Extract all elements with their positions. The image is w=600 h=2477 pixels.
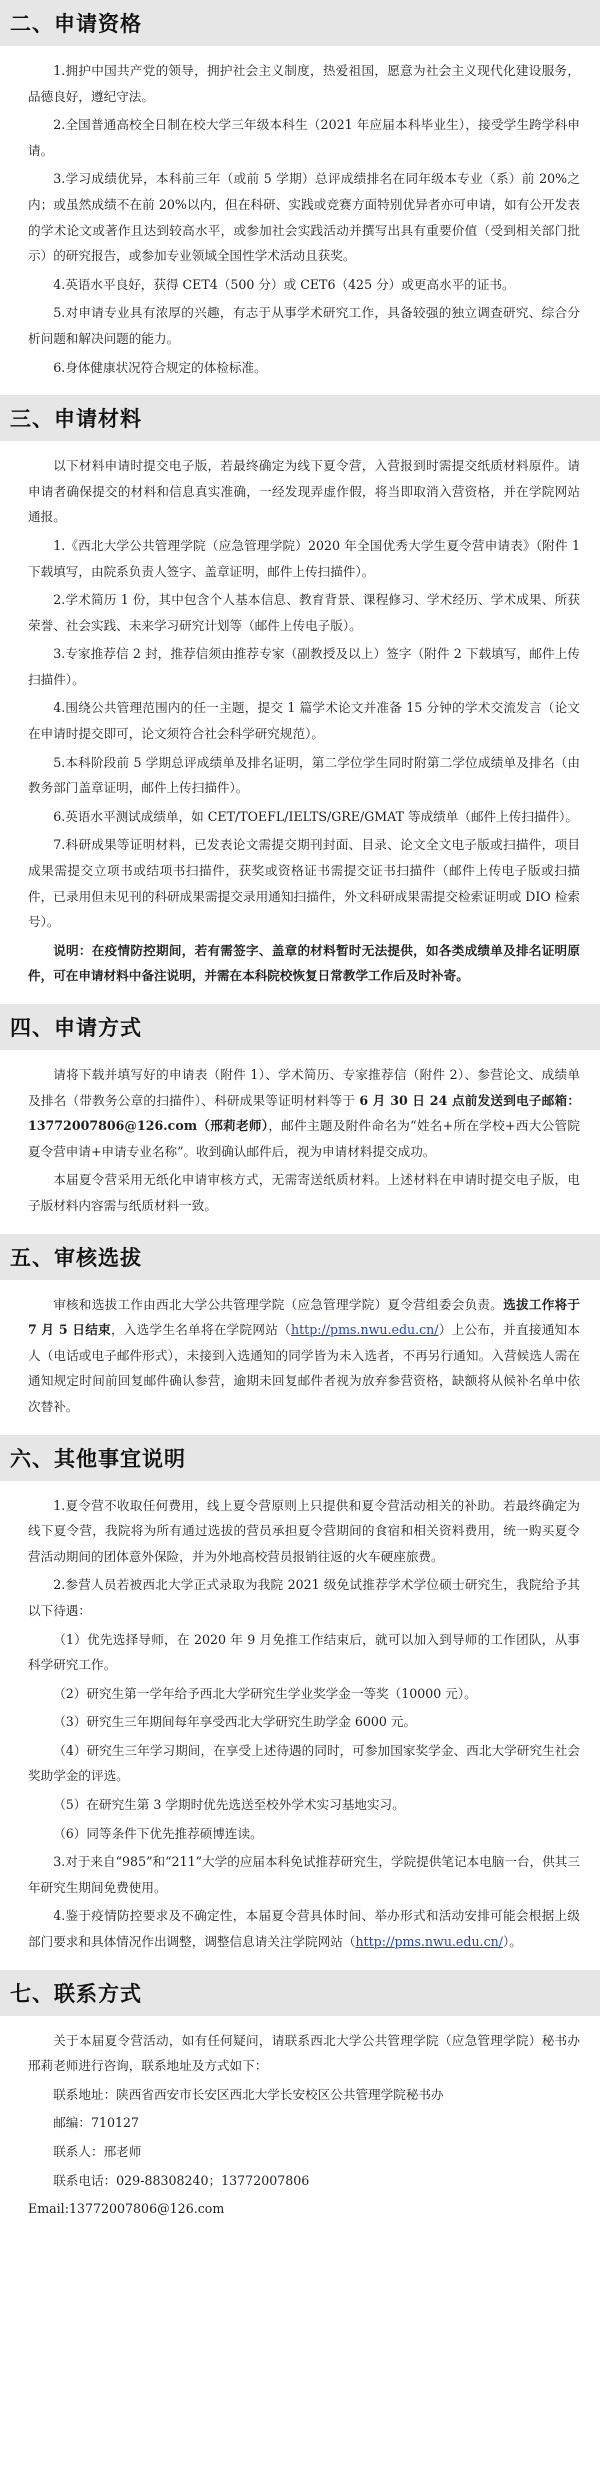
paragraph: 3.学习成绩优异，本科前三年（或前 5 学期）总评成绩排名在同年级本专业（系）前 20%之内；或虽然成绩不在前 20%以内，但在科研、实践或竞赛方面特别优异者亦可申请，如有公开发表的学术论文或著作且达到较高水平，或参加社会实践活动并撰写出具有重要价值（受到相关部门批示）的研究报告，或参加专业领域全国性学术活动且获奖。 [28, 171, 580, 264]
paragraph: 以下材料申请时提交电子版，若最终确定为线下夏令营，入营报到时需提交纸质材料原件。请申请者确保提交的材料和信息真实准确，一经发现弄虚作假，将当即取消入营资格，并在学院网站通报。 [28, 458, 580, 525]
section-body-materials [0, 441, 600, 1004]
paragraph: 1.《西北大学公共管理学院（应急管理学院）2020 年全国优秀大学生夏令营申请表》（附件 1 下载填写，由院系负责人签字、盖章证明，邮件上传扫描件）。 [28, 537, 580, 579]
paragraph: 6.身体健康状况符合规定的体检标准。 [53, 359, 267, 375]
section-heading-materials [0, 395, 600, 441]
paragraph: 2.全国普通高校全日制在校大学三年级本科生（2021 年应届本科毕业生），接受学生跨学科申请。 [28, 117, 580, 158]
contact-email[interactable]: Email:13772007806@126.com [28, 2201, 225, 2217]
section-title: 四、申请方式 [10, 1016, 142, 1040]
section-title: 六、其他事宜说明 [10, 1446, 186, 1471]
text: 请将下载并填写好的申请表（附件 1）、学术简历、专家推荐信（附件 2）、参营论文、成绩单及排名（带教务公章的扫描件）、科研成果等证明材料等于 [28, 1067, 580, 1108]
section-heading-eligibility [0, 0, 600, 46]
paragraph: 2.参营人员若被西北大学正式录取为我院 2021 级免试推荐学术学位硕士研究生，我院给予其以下待遇： [28, 1577, 580, 1618]
contact-phone: 联系电话：029-88308240；13772007806 [53, 2172, 310, 2188]
section-title: 七、联系方式 [10, 1981, 142, 2006]
paragraph: 5.对申请专业具有浓厚的兴趣，有志于从事学术研究工作，具备较强的独立调查研究、综合分析问题和解决问题的能力。 [28, 305, 580, 346]
paragraph: 2.学术简历 1 份，其中包含个人基本信息、教育背景、课程修习、学术经历、学术成果、所获荣誉、社会实践、未来学习研究计划等（邮件上传电子版）。 [28, 592, 580, 633]
text: ，邮件主题及附件命名为“姓名+所在学校+西大公管院夏令营申请+申请专业名称”。收到确认邮件后，视为申请材料提交成功。 [28, 1118, 580, 1159]
text: ）上公布，并直接通知本人（电话或电子邮件形式），未接到入选通知的同学皆为未入选者，不再另行通知。入营候选人需在通知规定时间前回复邮件确认参营，逾期未回复邮件者视为放弃参营资格，缺额将从候补名单中依次替补。 [28, 1322, 581, 1414]
paragraph: 3.对于来自“985”和“211”大学的应届本科免试推荐研究生，学院提供笔记本电脑一台，供其三年研究生期间免费使用。 [28, 1854, 580, 1895]
paragraph: （2）研究生第一学年给予西北大学研究生学业奖学金一等奖（10000 元）。 [53, 1685, 477, 1701]
website-link[interactable]: http://pms.nwu.edu.cn/ [291, 1322, 439, 1338]
section-heading-method [0, 1004, 600, 1050]
paragraph: 5.本科阶段前 5 学期总评成绩单及排名证明，第二学位学生同时附第二学位成绩单及排名（由教务部门盖章证明，邮件上传扫描件）。 [28, 754, 580, 796]
section-heading-contact [0, 1970, 600, 2016]
section-heading-review [0, 1234, 600, 1280]
section-body-review [0, 1280, 600, 1435]
text: 4.鉴于疫情防控要求及不确定性，本届夏令营具体时间、举办形式和活动安排可能会根据上级部门要求和具体情况作出调整，调整信息请关注学院网站（ [28, 1908, 580, 1950]
paragraph: 3.专家推荐信 2 封，推荐信须由推荐专家（副教授及以上）签字（附件 2 下载填写，邮件上传扫描件）。 [28, 646, 580, 687]
text: ，入选学生名单将在学院网站（ [110, 1322, 291, 1338]
paragraph: 4.英语水平良好，获得 CET4（500 分）或 CET6（425 分）或更高水平的证书。 [53, 276, 515, 292]
website-link[interactable]: http://pms.nwu.edu.cn/ [355, 1934, 503, 1950]
contact-postcode: 邮编：710127 [53, 2115, 140, 2131]
paragraph: 4.围绕公共管理范围内的任一主题，提交 1 篇学术论文并准备 15 分钟的学术交流发言（论文在申请时提交即可，论文须符合社会科学研究规范）。 [28, 700, 580, 742]
section-body-method [0, 1050, 600, 1234]
paragraph [28, 1292, 580, 1420]
deadline-text: 选拔工作将于 7 月 5 日结束 [28, 1296, 581, 1338]
paragraph: （4）研究生三年学习期间，在享受上述待遇的同时，可参加国家奖学金、西北大学研究生社会奖助学金的评选。 [28, 1742, 580, 1784]
section-body-contact [0, 2016, 600, 2237]
paragraph: 1.拥护中国共产党的领导，拥护社会主义制度，热爱祖国，愿意为社会主义现代化建设服务，品德良好，遵纪守法。 [28, 63, 580, 104]
paragraph: 本届夏令营采用无纸化申请审核方式，无需寄送纸质材料。上述材料在申请时提交电子版，电子版材料内容需与纸质材料一致。 [28, 1172, 580, 1213]
paragraph [28, 1903, 580, 1954]
section-title: 二、申请资格 [10, 12, 142, 36]
contact-person: 联系人：邢老师 [53, 2144, 142, 2159]
note-paragraph: 说明：在疫情防控期间，若有需签字、盖章的材料暂时无法提供，如各类成绩单及排名证明原件，可在申请材料中备注说明，并需在本科院校恢复日常教学工作后及时补寄。 [28, 942, 580, 984]
paragraph: 7.科研成果等证明材料，已发表论文需提交期刊封面、目录、论文全文电子版或扫描件，项目成果需提交立项书或结项书扫描件，获奖或资格证书需提交证书扫描件（邮件上传电子版或扫描件，已录用但未见刊的科研成果需提交录用通知扫描件，外文科研成果需提交检索证明或 DIO 检索号）。 [28, 837, 580, 930]
contact-address: 联系地址：陕西省西安市长安区西北大学长安校区公共管理学院秘书办 [53, 2086, 444, 2102]
section-title: 五、审核选拔 [10, 1245, 142, 1270]
paragraph: （3）研究生三年期间每年享受西北大学研究生助学金 6000 元。 [53, 1714, 417, 1730]
paragraph: 6.英语水平测试成绩单，如 CET/TOEFL/IELTS/GRE/GMAT 等成绩单（邮件上传扫描件）。 [53, 808, 579, 824]
paragraph: （6）同等条件下优先推荐硕博连读。 [53, 1825, 263, 1841]
paragraph: （1）优先选择导师，在 2020 年 9 月免推工作结束后，就可以加入到导师的工作团队，从事科学研究工作。 [28, 1631, 580, 1673]
paragraph: （5）在研究生第 3 学期时优先选送至校外学术实习基地实习。 [53, 1797, 405, 1813]
section-body-other [0, 1481, 600, 1970]
paragraph [28, 1062, 580, 1164]
deadline-email: 6 月 30 日 24 点前发送到电子邮箱：13772007806@126.com（邢莉老师） [28, 1092, 580, 1134]
text: ）。 [502, 1934, 522, 1950]
text: 审核和选拔工作由西北大学公共管理学院（应急管理学院）夏令营组委会负责。 [53, 1296, 504, 1312]
section-title: 三、申请材料 [10, 407, 142, 432]
paragraph: 关于本届夏令营活动，如有任何疑问，请联系西北大学公共管理学院（应急管理学院）秘书办邢莉老师进行咨询，联系地址及方式如下： [28, 2032, 580, 2074]
section-body-eligibility [0, 46, 600, 395]
paragraph: 1.夏令营不收取任何费用，线上夏令营原则上只提供和夏令营活动相关的补助。若最终确定为线下夏令营，我院将为所有通过选拔的营员承担夏令营期间的食宿和相关资料费用，统一购买夏令营活动期间的团体意外保险，并为外地高校营员报销往返的火车硬座旅费。 [28, 1497, 580, 1564]
section-heading-other [0, 1435, 600, 1481]
